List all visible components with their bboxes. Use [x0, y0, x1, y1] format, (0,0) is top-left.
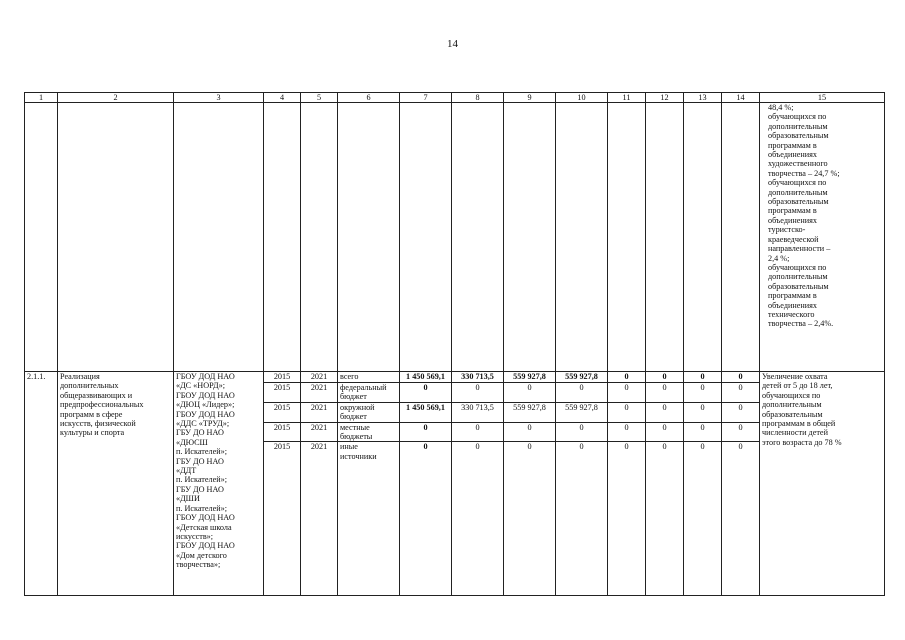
value-cell: 0: [556, 383, 608, 403]
value-cell: 0: [452, 383, 504, 403]
value-cell: 0: [556, 442, 608, 596]
executors: ГБОУ ДОД НАО «ДС «НОРД»; ГБОУ ДОД НАО «ДЮЦ «Лидер»; ГБОУ ДОД НАО «ДДС «ТРУД»; ГБУ ДО НАО «ДЮСШ п. Искателей»; ГБУ ДО НАО «ДДТ п. Искателей»; ГБУ ДО НАО «ДШИ п. Искателей»; ГБОУ ДОД НАО «Детская школа искусств»; ГБОУ ДОД НАО «Дом детского творчества»;: [174, 372, 264, 596]
value-cell: 0: [684, 422, 722, 442]
value-cell: 330 713,5: [452, 402, 504, 422]
funding-source: всего: [338, 372, 400, 383]
empty-cell: [608, 103, 646, 372]
header-cell: 6: [338, 93, 400, 103]
value-cell: 559 927,8: [556, 372, 608, 383]
empty-cell: [646, 103, 684, 372]
value-cell: 0: [646, 422, 684, 442]
year-end: 2021: [301, 442, 338, 596]
table-row: [25, 372, 885, 383]
value-cell: 0: [504, 442, 556, 596]
year-start: 2015: [264, 372, 301, 383]
value-cell: 0: [504, 422, 556, 442]
value-cell: 0: [608, 383, 646, 403]
funding-source: иные источники: [338, 442, 400, 596]
value-cell: 559 927,8: [504, 372, 556, 383]
empty-cell: [722, 103, 760, 372]
value-cell: 0: [722, 422, 760, 442]
value-cell: 0: [452, 442, 504, 596]
value-cell: 0: [646, 442, 684, 596]
year-start: 2015: [264, 422, 301, 442]
value-cell: 0: [684, 372, 722, 383]
continuation-row: [25, 103, 885, 372]
funding-source: окружной бюджет: [338, 402, 400, 422]
empty-cell: [684, 103, 722, 372]
header-cell: 2: [58, 93, 174, 103]
value-cell: 0: [722, 442, 760, 596]
empty-cell: [556, 103, 608, 372]
header-cell: 14: [722, 93, 760, 103]
year-end: 2021: [301, 422, 338, 442]
value-cell: 0: [452, 422, 504, 442]
value-cell: 0: [504, 383, 556, 403]
header-row: [25, 93, 885, 103]
year-end: 2021: [301, 402, 338, 422]
funding-source: федеральный бюджет: [338, 383, 400, 403]
value-cell: 0: [608, 442, 646, 596]
value-cell: 0: [608, 422, 646, 442]
header-cell: 12: [646, 93, 684, 103]
value-cell: 330 713,5: [452, 372, 504, 383]
empty-cell: [264, 103, 301, 372]
value-cell: 0: [722, 402, 760, 422]
empty-cell: [504, 103, 556, 372]
header-cell: 7: [400, 93, 452, 103]
value-cell: 0: [722, 372, 760, 383]
header-cell: 11: [608, 93, 646, 103]
header-cell: 5: [301, 93, 338, 103]
empty-cell: [25, 103, 58, 372]
empty-cell: [338, 103, 400, 372]
value-cell: 0: [608, 402, 646, 422]
expected-result: Увеличение охвата детей от 5 до 18 лет, обучающихся по дополнительным образовательным программам в общей численности детей этого возраста до 78 %: [760, 372, 885, 596]
value-cell: 0: [400, 422, 452, 442]
header-cell: 1: [25, 93, 58, 103]
continuation-result-text: 48,4 %; обучающихся по дополнительным образовательным программам в объединениях художественного творчества – 24,7 %; обучающихся по дополнительным образовательным программам в объединениях туристско- краеведческой направленности – 2,4 %; обучающихся по дополнительным образовательным программам в объединениях технического творчества – 2,4%.: [760, 103, 885, 372]
value-cell: 0: [400, 442, 452, 596]
value-cell: 1 450 569,1: [400, 402, 452, 422]
value-cell: 0: [400, 383, 452, 403]
value-cell: 0: [684, 383, 722, 403]
value-cell: 0: [646, 372, 684, 383]
empty-cell: [58, 103, 174, 372]
value-cell: 1 450 569,1: [400, 372, 452, 383]
funding-source: местные бюджеты: [338, 422, 400, 442]
program-table: [24, 92, 885, 596]
header-cell: 8: [452, 93, 504, 103]
header-cell: 3: [174, 93, 264, 103]
value-cell: 0: [646, 402, 684, 422]
value-cell: 0: [646, 383, 684, 403]
year-start: 2015: [264, 402, 301, 422]
value-cell: 0: [608, 372, 646, 383]
empty-cell: [452, 103, 504, 372]
header-cell: 15: [760, 93, 885, 103]
value-cell: 0: [684, 442, 722, 596]
page-number: 14: [447, 38, 458, 50]
header-cell: 13: [684, 93, 722, 103]
value-cell: 559 927,8: [504, 402, 556, 422]
value-cell: 0: [556, 422, 608, 442]
year-start: 2015: [264, 442, 301, 596]
year-end: 2021: [301, 372, 338, 383]
year-end: 2021: [301, 383, 338, 403]
header-cell: 10: [556, 93, 608, 103]
value-cell: 0: [722, 383, 760, 403]
value-cell: 559 927,8: [556, 402, 608, 422]
empty-cell: [301, 103, 338, 372]
value-cell: 0: [684, 402, 722, 422]
empty-cell: [174, 103, 264, 372]
year-start: 2015: [264, 383, 301, 403]
header-cell: 4: [264, 93, 301, 103]
row-number: 2.1.1.: [25, 372, 58, 596]
header-cell: 9: [504, 93, 556, 103]
activity-name: Реализация дополнительных общеразвивающих и предпрофессиональных программ в сфере искусств, физической культуры и спорта: [58, 372, 174, 596]
empty-cell: [400, 103, 452, 372]
